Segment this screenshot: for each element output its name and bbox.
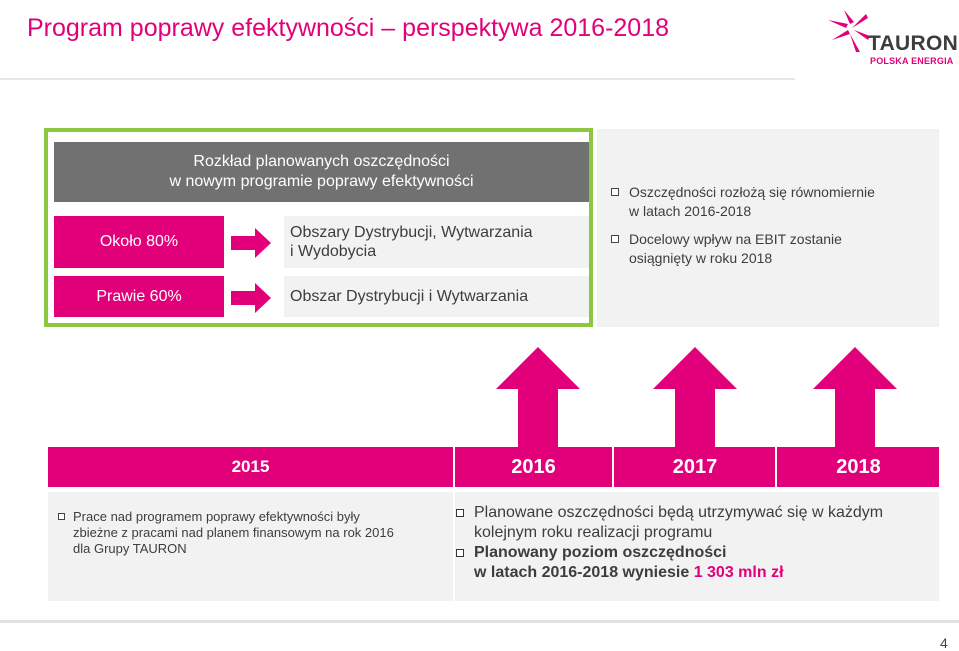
share-label-80: Około 80% [54,216,224,268]
timeline-year-2018: 2018 [836,455,881,478]
timeline-year-2015: 2015 [231,457,270,476]
share-label-60: Prawie 60% [54,276,224,317]
page-title: Program poprawy efektywności – perspektywa 2016-2018 [27,14,670,42]
bottom-left-bullet-list [58,509,450,557]
timeline-separator [612,447,614,487]
up-arrow-icon [496,347,580,455]
up-arrow-icon [813,347,897,455]
bottom-right-bullet-savings-total: Planowany poziom oszczędności w latach 2016-2018 wyniesie 1 303 mln zł [456,543,936,583]
summary-bullet-list [611,183,931,277]
logo-brand-text: TAURON [868,32,959,55]
summary-bullet: Oszczędności rozłożą się równomiernie w latach 2016-2018 [611,183,931,221]
area-box-distribution-generation: Obszar Dystrybucji i Wytwarzania [284,276,589,317]
up-arrow-icon [653,347,737,455]
bottom-right-bullet: Planowane oszczędności będą utrzymywać się w każdym kolejnym roku realizacji programu [456,503,936,543]
timeline-separator [775,447,777,487]
timeline-year-2017: 2017 [672,455,718,478]
timeline-year-2016: 2016 [511,455,556,478]
footer-divider [0,620,959,623]
logo-subtitle-text: POLSKA ENERGIA [870,56,954,66]
savings-amount: 1 303 mln zł [693,564,784,581]
summary-bullet: Docelowy wpływ na EBIT zostanie osiągnięty w roku 2018 [611,230,931,268]
title-divider [0,78,795,80]
bottom-left-bullet: Prace nad programem poprawy efektywności były zbieżne z pracami nad planem finansowym na rok 2016 dla Grupy TAURON [58,509,450,557]
right-arrow-icon [231,228,271,258]
breakdown-heading: Rozkład planowanych oszczędności w nowym programie poprawy efektywności [54,142,589,202]
page-number: 4 [940,635,948,651]
right-arrow-icon [231,283,271,313]
area-box-distribution-generation-mining: Obszary Dystrybucji, Wytwarzania i Wydobycia [284,216,589,268]
bottom-right-bullet-list [456,503,936,583]
